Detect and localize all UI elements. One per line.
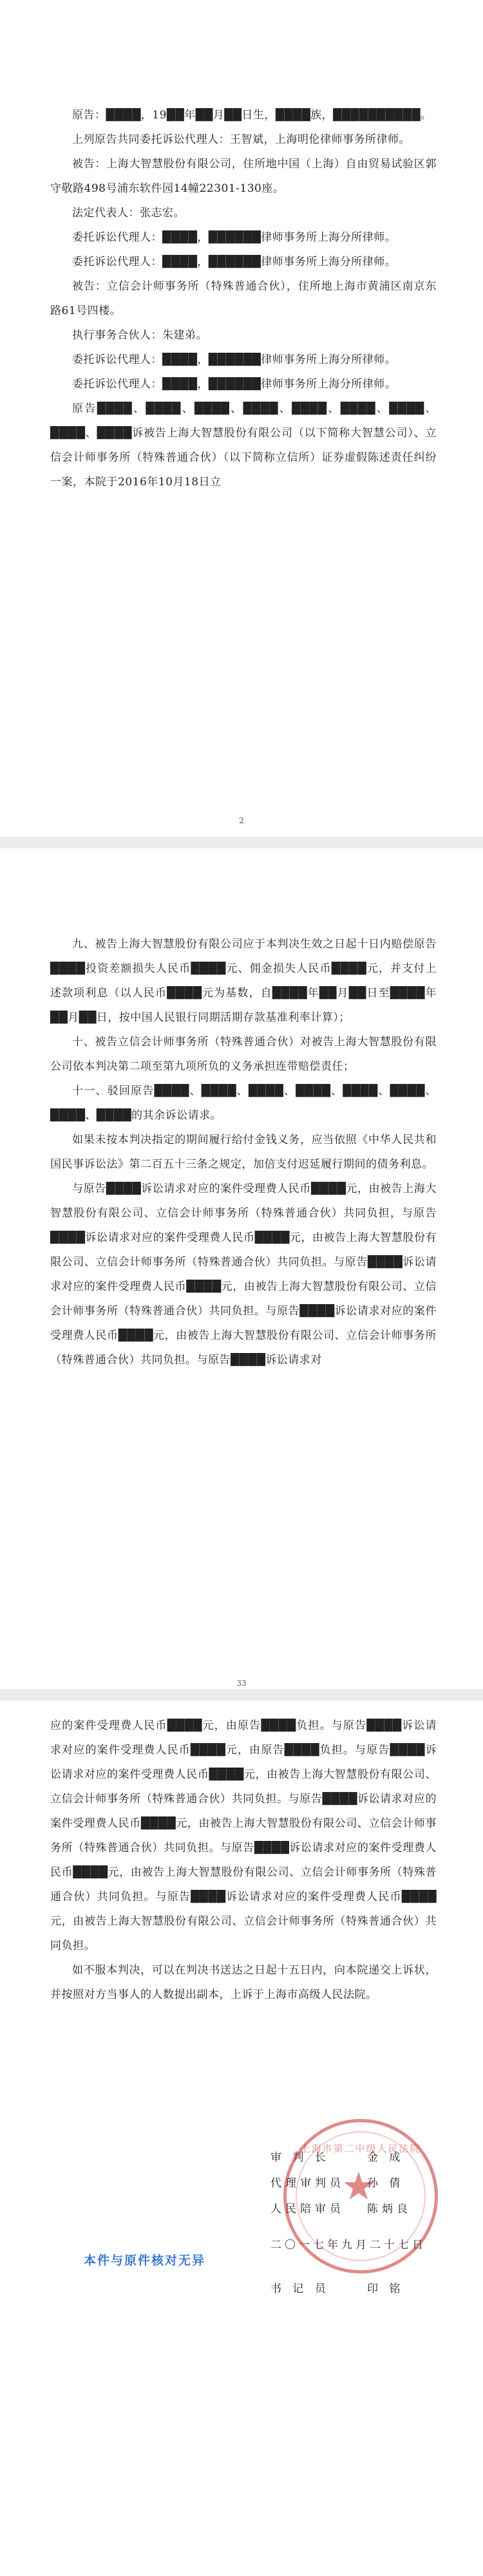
signature-role: 人民陪审员 (270, 2203, 345, 2216)
paragraph: 如果未按本判决指定的期间履行给付金钱义务，应当依照《中华人民共和国民事诉讼法》第二百五十三条之规定，加倍支付迟延履行期间的债务利息。 (50, 1134, 437, 1171)
paragraph: 十、被告立信会计师事务所（特殊普通合伙）对被告上海大智慧股份有限公司依本判决第二项至第九项所负的义务承担连带赔偿责任； (50, 1036, 437, 1073)
page-1-body (50, 103, 437, 494)
paragraph: 原告：████，19██年██月██日生，████族，██████████。 (72, 109, 432, 122)
clerk-row (270, 2276, 426, 2302)
signature-role: 书 记 员 (270, 2282, 330, 2295)
signature-name: 印 铭 (367, 2282, 404, 2295)
page-number: 2 (239, 816, 244, 825)
page-divider (0, 837, 483, 848)
verification-stamp: 本件与原件核对无异 (84, 2254, 206, 2268)
document-page-3 (0, 1701, 483, 2576)
signature-name: 陈炳良 (367, 2203, 412, 2216)
page-number: 33 (236, 1679, 247, 1688)
paragraph: 执行事务合伙人：朱建弟。 (72, 329, 207, 342)
court-seal-icon: ★ 上海市第二中级人民法院 (283, 2119, 438, 2273)
paragraph: 应的案件受理费人民币████元，由原告████负担。与原告████诉讼请求对应的案件受理费人民币████元，由原告████负担。与原告████诉讼请求对应的案件受理费人民币████元，由被告上海大智慧股份有限公司、立信会计师事务所（特殊普通合伙）共同负担。与原告████诉讼请求对应的案件受理费人民币████元，由被告上海大智慧股份有限公司、立信会计师事务所（特殊普通合伙）共同负担。与原告████诉讼请求对应的案件受理费人民币████元，由被告上海大智慧股份有限公司、立信会计师事务所（特殊普通合伙）共同负担。与原告████诉讼请求对应的案件受理费人民币████元，由被告上海大智慧股份有限公司、立信会计师事务所（特殊普通合伙）共同负担。 (50, 1719, 437, 1952)
page-divider (0, 1689, 483, 1701)
paragraph: 委托诉讼代理人：████，██████律师事务所上海分所律师。 (72, 256, 397, 268)
page-2-body (50, 932, 437, 1372)
paragraph: 与原告████诉讼请求对应的案件受理费人民币████元，由被告上海大智慧股份有限公司、立信会计师事务所（特殊普通合伙）共同负担，与原告████诉讼请求对应的案件受理费人民币████元，由被告上海大智慧股份有限公司、立信会计师事务所（特殊普通合伙）共同负担。与原告████诉讼请求对应的案件受理费人民币████元，由被告上海大智慧股份有限公司、立信会计师事务所（特殊普通合伙）共同负担。与原告████诉讼请求对应的案件受理费人民币████元，由被告上海大智慧股份有限公司、立信会计师事务所（特殊普通合伙）共同负担。与原告████诉讼请求对 (50, 1182, 437, 1367)
paragraph: 九、被告上海大智慧股份有限公司应于本判决生效之日起十日内赔偿原告████投资差额损失人民币████元、佣金损失人民币████元，并支付上述款项利息（以人民币████元为基数，自████年██月██日至████年██月██日，按中国人民银行同期活期存款基准利率计算）； (50, 938, 437, 1024)
seal-text: 上海市第二中级人民法院 (300, 2143, 421, 2154)
page-3-body (50, 1713, 437, 2007)
paragraph: 十一、驳回原告████、████、████、████、████、████、████、████的其余诉讼请求。 (50, 1085, 437, 1122)
signature-name: 金 成 (367, 2151, 404, 2164)
paragraph: 如不服本判决，可以在判决书送达之日起十五日内，向本院递交上诉状，并按照对方当事人的人数提出副本，上诉于上海市高级人民法院。 (50, 1964, 437, 2001)
document-page-1 (0, 0, 483, 837)
paragraph: 委托诉讼代理人：████，██████律师事务所上海分所律师。 (72, 378, 397, 391)
paragraph: 上列原告共同委托诉讼代理人：王智斌，上海明伦律师事务所律师。 (72, 133, 410, 146)
paragraph: 被告：上海大智慧股份有限公司，住所地中国（上海）自由贸易试验区郭守敬路498号浦东软件园14幢22301-130座。 (50, 158, 437, 195)
paragraph: 委托诉讼代理人：████，██████律师事务所上海分所律师。 (72, 353, 397, 366)
judgment-date: 二〇一七年九月二十七日 (270, 2239, 426, 2252)
paragraph: 委托诉讼代理人：████，██████律师事务所上海分所律师。 (72, 231, 397, 244)
document-page-2 (0, 848, 483, 1689)
paragraph: 被告：立信会计师事务所（特殊普通合伙），住所地上海市黄浦区南京东路61号四楼。 (50, 280, 437, 317)
paragraph: 法定代表人：张志宏。 (72, 207, 185, 219)
signature-role: 审 判 长 (270, 2151, 330, 2164)
signature-role: 代理审判员 (270, 2177, 345, 2190)
signature-name: 孙 倩 (367, 2177, 404, 2190)
paragraph: 原告████、████、████、████、████、████、████、████、████诉被告上海大智慧股份有限公司（以下简称大智慧公司）、立信会计师事务所（特殊普通合伙）（以下简称立信所）证券虚假陈述责任纠纷一案，本院于2016年10月18日立 (50, 402, 437, 489)
